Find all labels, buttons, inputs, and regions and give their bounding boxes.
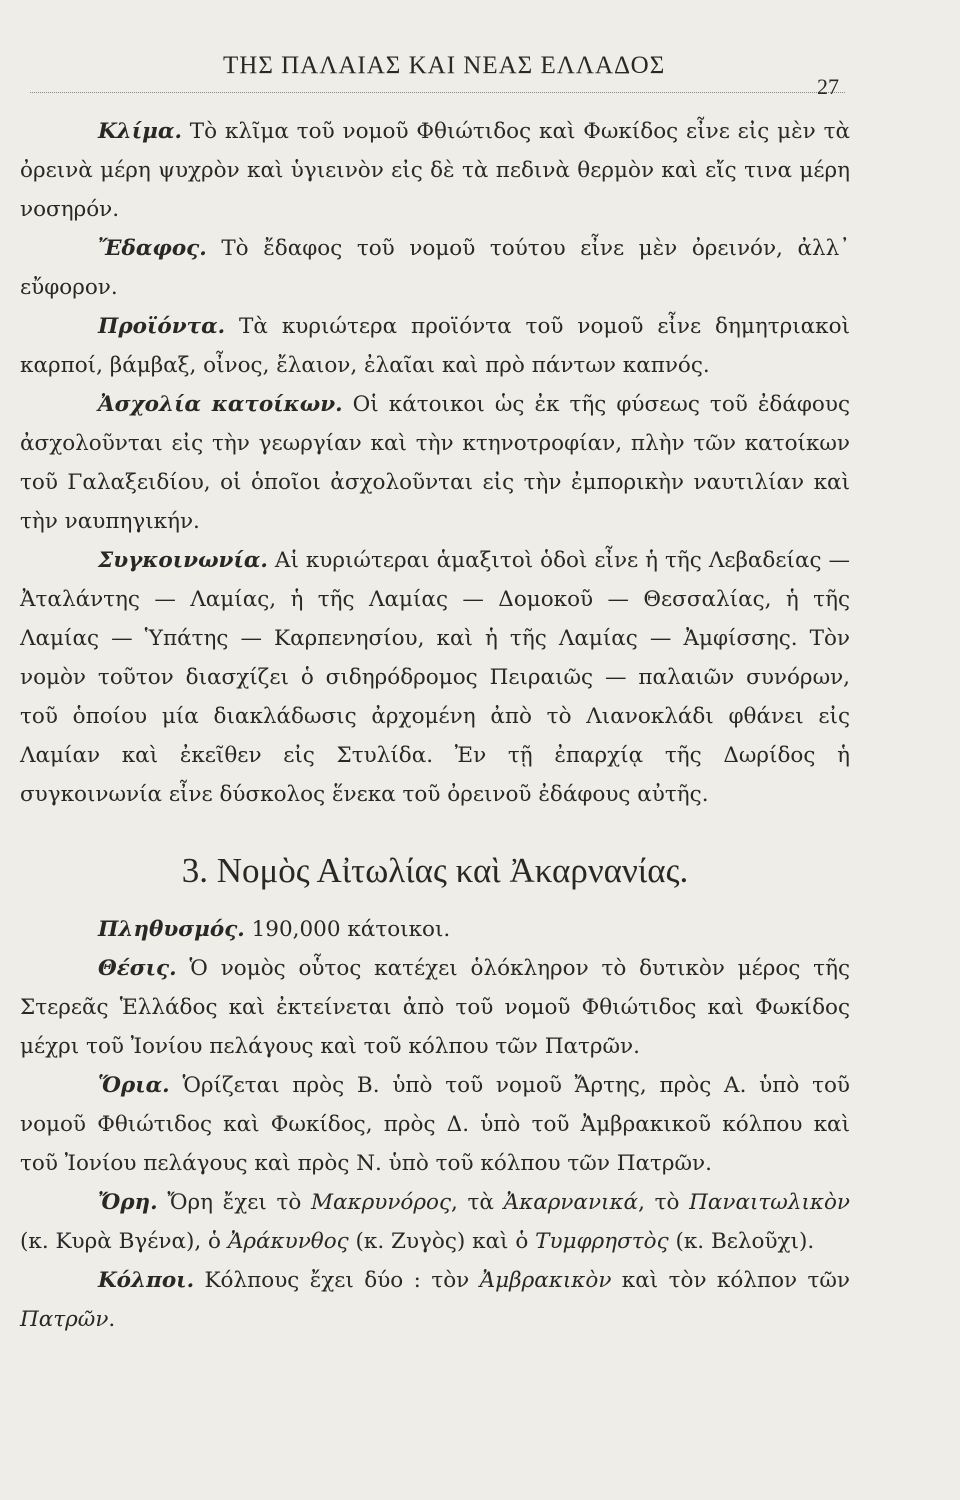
text-segment: (κ. Κυρὰ Βγένα), ὁ [20, 1229, 228, 1254]
section-heading: Νομὸς Αἰτωλίας καὶ Ἀκαρνανίας. [216, 851, 689, 890]
text-segment: καὶ τὸν κόλπον τῶν [611, 1268, 851, 1293]
keyword: Ὅρια. [98, 1073, 170, 1098]
keyword: Ἀσχολία κατοίκων. [98, 392, 343, 417]
paragraph-klima [20, 112, 850, 229]
keyword: Θέσις. [98, 956, 177, 981]
paragraph-text: Αἱ κυριώτεραι ἁμαξιτοὶ ὁδοὶ εἶνε ἡ τῆς Λεβαδείας — Ἀταλάντης — Λαμίας, ἡ τῆς Λαμίας — Δομοκοῦ — Θεσσαλίας, ἡ τῆς Λαμίας — Ὑπάτης — Καρπενησίου, καὶ ἡ τῆς Λαμίας — Ἀμφίσσης. Τὸν νομὸν τοῦτον διασχίζει ὁ σιδηρόδρομος Πειραιῶς — παλαιῶν συνόρων, τοῦ ὁποίου μία διακλάδωσις ἀρχομένη ἀπὸ τὸ Λιανοκλάδι φθάνει εἰς Λαμίαν καὶ ἐκεῖθεν εἰς Στυλίδα. Ἐν τῇ ἐπαρχίᾳ τῆς Δωρίδος ἡ συγκοινωνία εἶνε δύσκολος ἕνεκα τοῦ ὀρεινοῦ ἐδάφους αὐτῆς. [20, 548, 850, 807]
paragraph-text: Τὰ κυριώτερα προϊόντα τοῦ νομοῦ εἶνε δημητριακοὶ καρποί, βάμβαξ, οἶνος, ἔλαιον, ἐλαῖαι καὶ πρὸ πάντων καπνός. [20, 314, 850, 378]
section-number: 3. [181, 851, 209, 890]
paragraph-edafos [20, 229, 850, 307]
text-segment: . [108, 1307, 116, 1332]
paragraph-ascholia [20, 385, 850, 541]
section-title [20, 846, 850, 896]
keyword: Ἔδαφος. [98, 236, 207, 261]
keyword: Πληθυσμός. [98, 917, 245, 942]
text-segment: , τὰ [450, 1190, 504, 1215]
keyword: Κόλποι. [98, 1268, 195, 1293]
paragraph-oria [20, 1066, 850, 1183]
text-segment: , τὸ [638, 1190, 690, 1215]
paragraph-text: Τὸ ἔδαφος τοῦ νομοῦ τούτου εἶνε μὲν ὀρεινόν, ἀλλ᾽ εὔφορον. [20, 236, 850, 300]
mountain-name: Μακρυνόρος [311, 1190, 451, 1215]
running-title: ΤΗΣ ΠΑΛΑΙΑΣ ΚΑΙ ΝΕΑΣ ΕΛΛΑΔΟΣ [223, 52, 666, 79]
paragraph-text: Ὁρίζεται πρὸς Β. ὑπὸ τοῦ νομοῦ Ἄρτης, πρὸς Α. ὑπὸ τοῦ νομοῦ Φθιώτιδος καὶ Φωκίδος, πρὸς Δ. ὑπὸ τοῦ Ἀμβρακικοῦ κόλπου καὶ τοῦ Ἰονίου πελάγους καὶ πρὸς Ν. ὑπὸ τοῦ κόλπου τῶν Πατρῶν. [20, 1073, 850, 1176]
paragraph-text: Οἱ κάτοικοι ὡς ἐκ τῆς φύσεως τοῦ ἐδάφους ἀσχολοῦνται εἰς τὴν γεωργίαν καὶ τὴν κτηνοτροφίαν, πλὴν τῶν κατοίκων τοῦ Γαλαξειδίου, οἱ ὁποῖοι ἀσχολοῦνται εἰς τὴν ἐμπορικὴν ναυτιλίαν καὶ τὴν ναυπηγικήν. [20, 392, 850, 534]
text-segment: Ὄρη ἔχει τὸ [157, 1190, 311, 1215]
keyword: Κλίμα. [98, 119, 182, 144]
keyword: Ὄρη. [98, 1190, 158, 1215]
paragraph-thesis [20, 949, 850, 1066]
keyword: Προϊόντα. [98, 314, 226, 339]
paragraph-proionta [20, 307, 850, 385]
paragraph-ori [20, 1183, 850, 1261]
running-header [30, 48, 845, 99]
paragraph-text: Ὁ νομὸς οὗτος κατέχει ὁλόκληρον τὸ δυτικὸν μέρος τῆς Στερεᾶς Ἑλλάδος καὶ ἐκτείνεται ἀπὸ τοῦ νομοῦ Φθιώτιδος καὶ Φωκίδος μέχρι τοῦ Ἰονίου πελάγους καὶ τοῦ κόλπου τῶν Πατρῶν. [20, 956, 850, 1059]
page-number: 27 [817, 74, 839, 99]
paragraph-kolpoi [20, 1261, 850, 1339]
mountain-name: Τυμφρηστὸς [535, 1229, 669, 1254]
text-segment: (κ. Ζυγὸς) καὶ ὁ [348, 1229, 536, 1254]
text-segment: (κ. Βελοῦχι). [668, 1229, 815, 1254]
keyword: Συγκοινωνία. [98, 548, 268, 573]
paragraph-plithysmos [20, 910, 850, 949]
mountain-name: Ἀκαρνανικά [503, 1190, 639, 1215]
page-body [20, 112, 850, 1339]
gulf-name: Ἀμβρακικὸν [479, 1268, 612, 1293]
paragraph-sygkoinonia [20, 541, 850, 814]
mountain-name: Ἀράκυνθος [227, 1229, 349, 1254]
paragraph-text: Τὸ κλῖμα τοῦ νομοῦ Φθιώτιδος καὶ Φωκίδος εἶνε εἰς μὲν τὰ ὀρεινὰ μέρη ψυχρὸν καὶ ὑγιεινὸν εἰς δὲ τὰ πεδινὰ θερμὸν καὶ εἴς τινα μέρη νοσηρόν. [20, 119, 850, 222]
text-segment: Κόλπους ἔχει δύο : τὸν [194, 1268, 480, 1293]
mountain-name: Παναιτωλικὸν [689, 1190, 850, 1215]
gulf-name: Πατρῶν [20, 1307, 109, 1332]
paragraph-text: 190,000 κάτοικοι. [244, 917, 451, 942]
